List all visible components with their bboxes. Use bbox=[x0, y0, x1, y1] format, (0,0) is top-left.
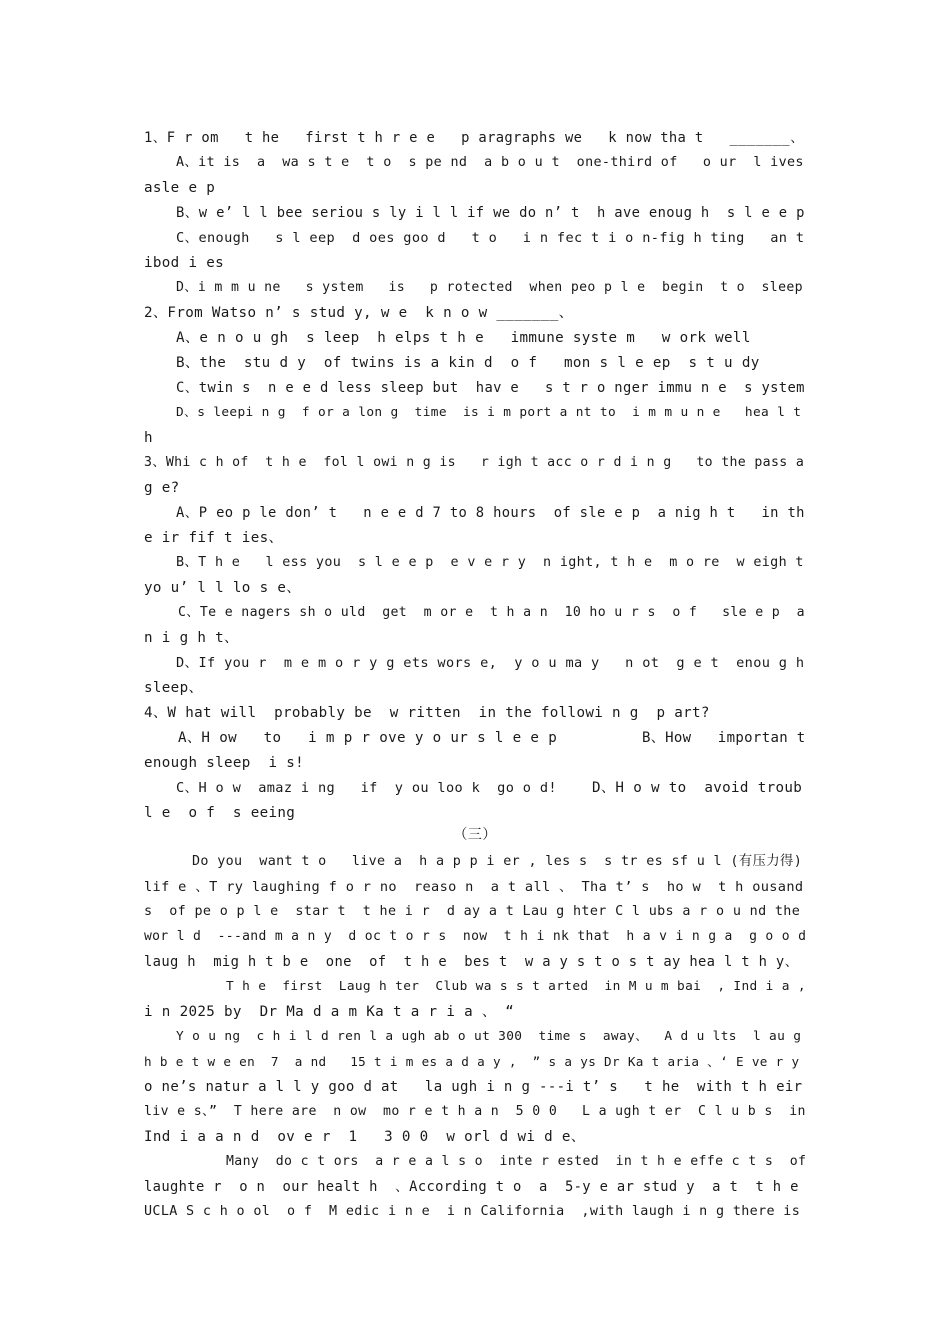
passage-line-9: h b e t w e en 7 a nd 15 t i m es a d a y , ” s a ys Dr Ka t aria 、‘ E ve r y bbox=[144, 1054, 800, 1069]
passage-line-3: s of pe o p l e star t t he i r d ay a t Lau g hter C l ubs a r o u nd the bbox=[144, 904, 801, 919]
question-2-option-b: B、the stu d y of twins is a kin d o f mon s l e ep s t u dy bbox=[176, 355, 760, 371]
question-4-stem: 4、W hat will probably be w ritten in the followi n g p art? bbox=[144, 705, 710, 721]
passage-line-2: lif e 、T ry laughing f o r no reaso n a t all 、 Tha t’ s ho w t h ousand bbox=[144, 879, 804, 895]
question-3-option-c-cont: n i g h t、 bbox=[144, 630, 239, 646]
question-2-option-a: A、e n o u gh s leep h elps t h e immune syste m w ork well bbox=[176, 330, 751, 346]
section-heading: （三） bbox=[453, 827, 497, 843]
question-2-option-d-cont: h bbox=[144, 430, 153, 446]
question-3-option-b-cont: yo u’ l l lo s e、 bbox=[144, 580, 301, 596]
question-1-option-d: D、i m m u ne s ystem is p rotected when peo p l e begin t o sleep bbox=[176, 280, 803, 295]
passage-line-14: laughte r o n our healt h 、According t o a 5-y e ar stud y a t t h e bbox=[144, 1179, 799, 1195]
question-2-option-c: C、twin s n e e d less sleep but hav e s t r o nger immu n e s ystem bbox=[176, 380, 805, 396]
question-1-option-c: C、enough s l eep d oes goo d t o i n fec t i o n-fig h ting an t bbox=[176, 230, 805, 246]
question-3-stem: 3、Whi c h of t h e fol l owi n g is r igh t acc o r d i n g to the pass a bbox=[144, 455, 805, 470]
question-1-option-a: A、it is a wa s t e t o s pe nd a b o u t one-third of o ur l ives bbox=[176, 155, 804, 170]
question-3-option-d: D、If you r m e m o r y g ets wors e, y o u ma y n ot g e t enou g h bbox=[176, 655, 805, 671]
question-4-option-d-cont: l e o f s eeing bbox=[144, 805, 296, 821]
question-4-option-b: B、How importan t bbox=[642, 730, 806, 746]
question-1-option-b: B、w e’ l l bee seriou s ly i l l if we do n’ t h ave enoug h s l e e p bbox=[176, 205, 805, 221]
passage-line-15: UCLA S c h o ol o f M edic i n e i n California ,with laugh i n g there is bbox=[144, 1204, 801, 1219]
passage-line-12: Ind i a a n d ov e r 1 3 0 0 w orl d wi d e、 bbox=[144, 1129, 586, 1145]
question-3-stem-cont: g e? bbox=[144, 480, 180, 496]
question-4-option-d: D、H o w to avoid troub bbox=[592, 780, 803, 796]
passage-line-5: laug h mig h t b e one of t h e bes t w a y s t o s t ay hea l t h y、 bbox=[144, 954, 799, 970]
passage-line-6: T h e first Laug h ter Club wa s s t arted in M u m bai , Ind i a , bbox=[226, 979, 806, 994]
question-2-option-d: D、s leepi n g f or a lon g time is i m port a nt to i m m u n e hea l t bbox=[176, 405, 802, 420]
question-4-option-a: A、H ow to i m p r ove y o ur s l e e p bbox=[178, 730, 558, 746]
question-3-option-d-cont: sleep、 bbox=[144, 680, 203, 696]
question-1-option-c-cont: ibod i es bbox=[144, 255, 225, 271]
question-3-option-b: B、T h e l ess you s l e e p e v e r y n ight, t h e m o re w eigh t bbox=[176, 555, 804, 570]
passage-line-8: Y o u ng c h i l d ren l a ugh ab o ut 300 time s away、 A d u lts l au g bbox=[176, 1029, 802, 1044]
question-4-option-b-cont: enough sleep i s! bbox=[144, 755, 305, 771]
passage-line-13: Many do c t ors a r e a l s o inte r ested in t h e effe c t s of bbox=[226, 1154, 807, 1169]
passage-line-11: liv e s、” T here are n ow mo r e t h a n 5 0 0 L a ugh t er C l u b s in bbox=[144, 1104, 806, 1119]
question-4-option-c: C、H o w amaz i ng if y ou loo k go o d! bbox=[176, 780, 557, 796]
question-3-option-a-cont: e ir fif t ies、 bbox=[144, 530, 284, 546]
passage-line-4: wor l d ---and m a n y d oc t o r s now t h i nk that h a v i n g a g o o d bbox=[144, 929, 807, 944]
question-2-stem: 2、From Watso n’ s stud y, w e k n o w _______、 bbox=[144, 305, 574, 321]
passage-line-1: Do you want t o live a h a p p i er , les s s tr es sf u l (有压力得) bbox=[192, 854, 803, 869]
passage-line-10: o ne’s natur a l l y goo d at la ugh i n g ---i t’ s t he with t h eir bbox=[144, 1079, 803, 1095]
question-3-option-c: C、Te e nagers sh o uld get m or e t h a n 10 ho u r s o f sle e p a bbox=[178, 605, 805, 620]
passage-line-7: i n 2025 by Dr Ma d a m Ka t a r i a 、 “ bbox=[144, 1004, 515, 1020]
question-3-option-a: A、P eo p le don’ t n e e d 7 to 8 hours of sle e p a nig h t in th bbox=[176, 505, 805, 521]
question-1-stem: 1、F r om t he first t h r e e p aragraphs we k now tha t _______、 bbox=[144, 130, 805, 146]
question-1-option-a-cont: asle e p bbox=[144, 180, 216, 196]
